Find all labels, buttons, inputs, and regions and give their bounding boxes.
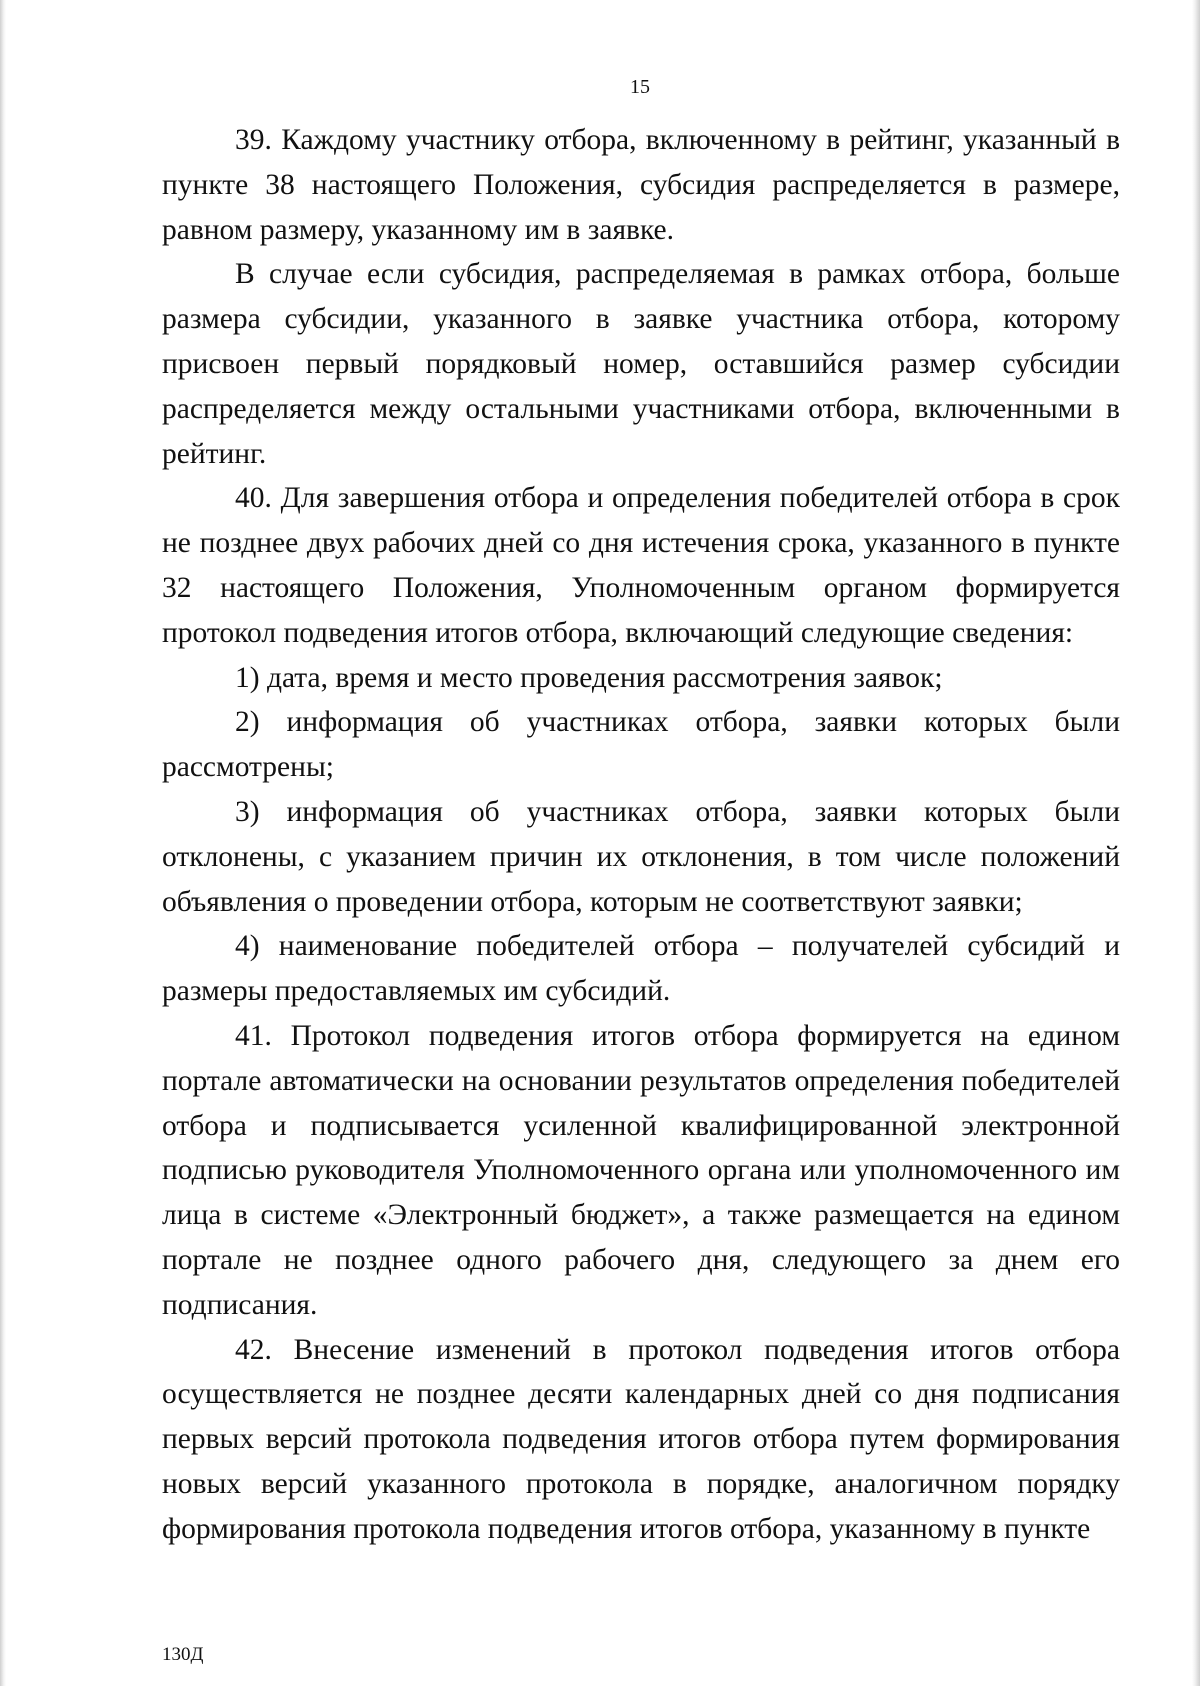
paragraph-39: 39. Каждому участнику отбора, включенному в рейтинг, указанный в пункте 38 настоящего Положения, субсидия распределяется в размере, равном размеру, указанному им в заявке.	[162, 124, 1120, 246]
list-item-2: 2) информация об участниках отбора, заявки которых были рассмотрены;	[162, 706, 1120, 784]
paragraph-42: 42. Внесение изменений в протокол подведения итогов отбора осуществляется не позднее десяти календарных дней со дня подписания первых версий протокола подведения итогов отбора путем формирования новых версий указанного протокола в порядке, аналогичном порядку формирования протокола подведения итогов отбора, указанному в пункте	[162, 1333, 1120, 1545]
list-item-1: 1) дата, время и место проведения рассмотрения заявок;	[235, 661, 943, 694]
page-number: 15	[630, 76, 650, 98]
paragraph-39-continued: В случае если субсидия, распределяемая в рамках отбора, больше размера субсидии, указанного в заявке участника отбора, которому присвоен первый порядковый номер, оставшийся размер субсидии распределяется между остальными участниками отбора, включенными в рейтинг.	[162, 258, 1120, 470]
list-item-4: 4) наименование победителей отбора – получателей субсидий и размеры предоставляемых им субсидий.	[162, 930, 1120, 1008]
list-item-3: 3) информация об участниках отбора, заявки которых были отклонены, с указанием причин их отклонения, в том числе положений объявления о проведении отбора, которым не соответствуют заявки;	[162, 795, 1120, 918]
footer-document-code: 130Д	[162, 1644, 204, 1665]
paragraph-41: 41. Протокол подведения итогов отбора формируется на едином портале автоматически на основании результатов определения победителей отбора и подписывается усиленной квалифицированной электронной подписью руководителя Уполномоченного органа или уполномоченного им лица в системе «Электронный бюджет», а также размещается на едином портале не позднее одного рабочего дня, следующего за днем его подписания.	[162, 1019, 1120, 1321]
scan-edge-right	[1192, 0, 1200, 1686]
paragraph-40: 40. Для завершения отбора и определения победителей отбора в срок не позднее двух рабочих дней со дня истечения срока, указанного в пункте 32 настоящего Положения, Уполномоченным органом формируется протокол подведения итогов отбора, включающий следующие сведения:	[162, 482, 1120, 649]
scan-edge-left	[0, 0, 6, 1686]
document-body	[162, 118, 1120, 1552]
